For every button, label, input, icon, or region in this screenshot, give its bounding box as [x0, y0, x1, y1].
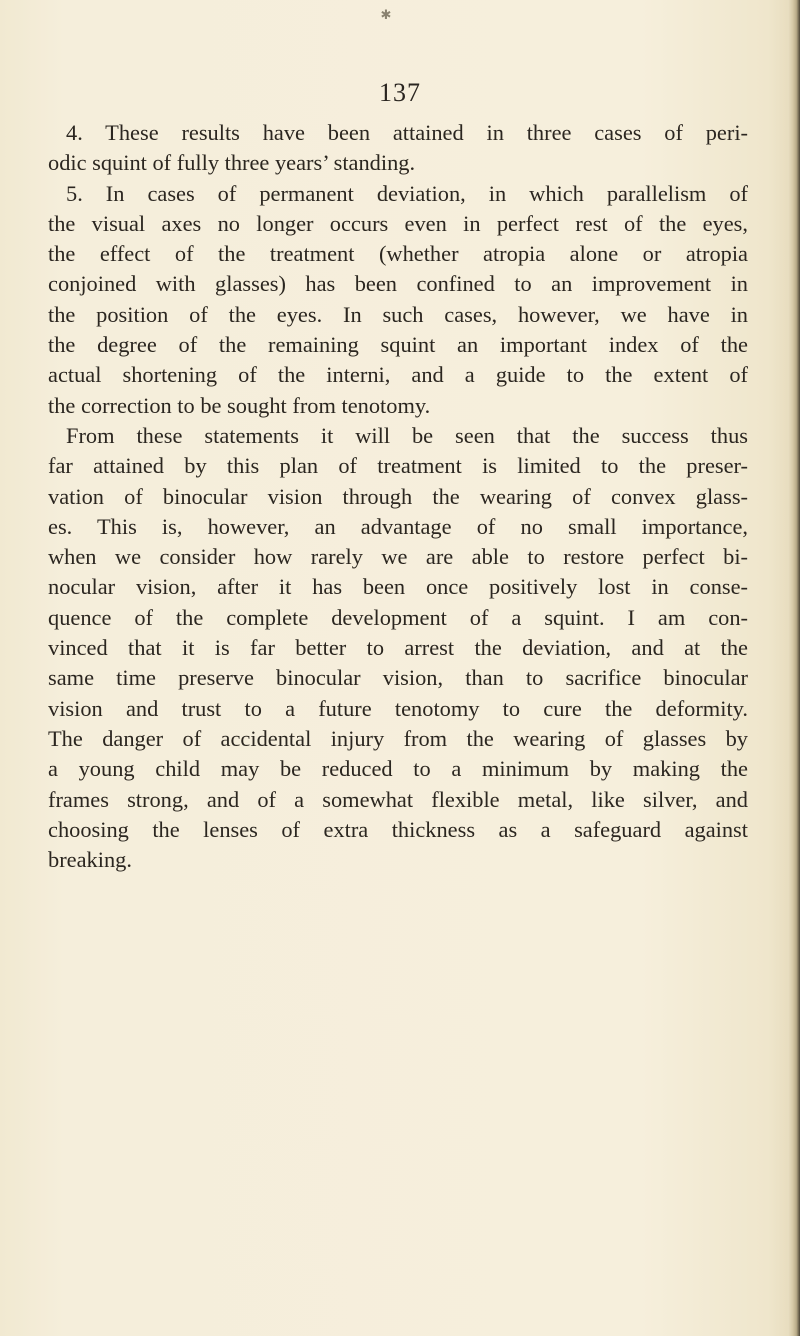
text-line: es. This is, however, an advantage of no small importance,	[48, 513, 748, 539]
text-line: odic squint of fully three years’ standing.	[48, 150, 416, 176]
ink-speck: ✱	[380, 7, 392, 22]
text-line: From these statements it will be seen that the success thus	[66, 422, 748, 448]
text-line: vision and trust to a future tenotomy to cure the deformity.	[48, 695, 748, 721]
text-line: same time preserve binocular vision, than to sacrifice binocular	[48, 665, 748, 691]
text-line: the position of the eyes. In such cases, however, we have in	[48, 301, 748, 327]
body-text	[48, 118, 748, 875]
text-line: the effect of the treatment (whether atropia alone or atropia	[48, 241, 748, 267]
text-line: vation of binocular vision through the wearing of convex glass-	[48, 483, 748, 509]
text-line: 4. These results have been attained in three cases of peri-	[66, 120, 748, 145]
text-line: the degree of the remaining squint an important index of the	[48, 332, 748, 358]
text-line: The danger of accidental injury from the wearing of glasses by	[48, 725, 748, 751]
text-line: 5. In cases of permanent deviation, in which parallelism of	[66, 180, 748, 206]
text-line: far attained by this plan of treatment is limited to the preser-	[48, 453, 748, 479]
text-line: conjoined with glasses) has been confined to an improvement in	[48, 271, 748, 297]
text-line: actual shortening of the interni, and a guide to the extent of	[48, 362, 748, 388]
text-line: vinced that it is far better to arrest the deviation, and at the	[48, 635, 748, 661]
page-number: 137	[379, 78, 421, 107]
text-line: quence of the complete development of a squint. I am con-	[48, 604, 748, 630]
text-line: the correction to be sought from tenotomy.	[48, 392, 431, 418]
text-line: the visual axes no longer occurs even in perfect rest of the eyes,	[48, 210, 748, 236]
text-line: choosing the lenses of extra thickness as a safeguard against	[48, 816, 748, 842]
text-line: breaking.	[48, 847, 132, 873]
text-line: frames strong, and of a somewhat flexible metal, like silver, and	[48, 786, 748, 812]
text-line: nocular vision, after it has been once positively lost in conse-	[48, 574, 748, 600]
text-line: a young child may be reduced to a minimum by making the	[48, 756, 748, 782]
page-edge	[788, 0, 800, 1336]
text-line: when we consider how rarely we are able to restore perfect bi-	[48, 544, 748, 570]
